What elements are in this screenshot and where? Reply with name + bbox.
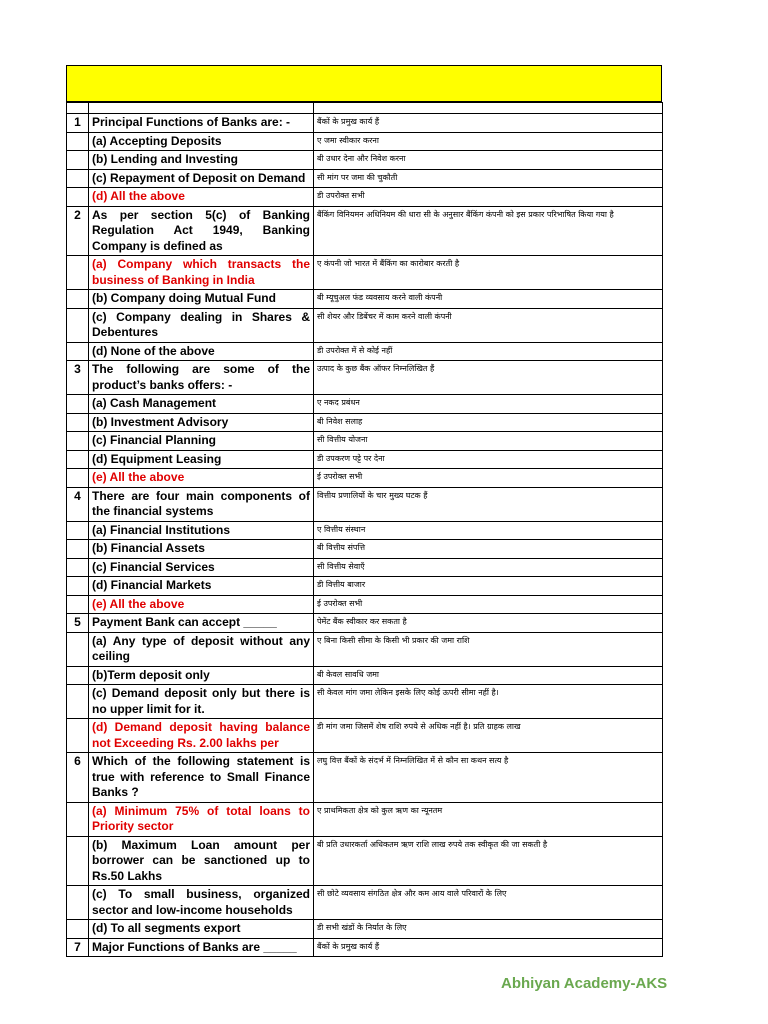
question-row [67, 361, 663, 395]
option-text-hindi: सी शेयर और डिबेंचर में काम करने वाली कंपनी [314, 308, 663, 342]
option-text-hindi: सी वित्तीय योजना [314, 432, 663, 451]
question-number [67, 342, 89, 361]
option-text-english: (d) None of the above [89, 342, 314, 361]
option-text-english: (b) Investment Advisory [89, 413, 314, 432]
option-text-hindi: बी निवेश सलाह [314, 413, 663, 432]
option-row [67, 432, 663, 451]
option-text-english: (a) Cash Management [89, 395, 314, 414]
option-text-hindi: डी उपरोक्त में से कोई नहीं [314, 342, 663, 361]
option-text-english: (b) Maximum Loan amount per borrower can be sanctioned up to Rs.50 Lakhs [89, 836, 314, 886]
option-row [67, 169, 663, 188]
question-number [67, 469, 89, 488]
question-row [67, 206, 663, 256]
option-text-english: (a) Accepting Deposits [89, 132, 314, 151]
option-text-hindi: ए कंपनी जो भारत में बैंकिंग का कारोबार करती है [314, 256, 663, 290]
question-number [67, 521, 89, 540]
option-text-hindi: ए जमा स्वीकार करना [314, 132, 663, 151]
option-text-hindi: बी उधार देना और निवेश करना [314, 151, 663, 170]
option-text-english: (b) Lending and Investing [89, 151, 314, 170]
question-sheet [66, 65, 662, 957]
question-text-hindi: पेमेंट बैंक स्वीकार कर सकता है [314, 614, 663, 633]
option-text-english: (a) Financial Institutions [89, 521, 314, 540]
question-text-hindi: उत्पाद के कुछ बैंक ऑफर निम्नलिखित हैं [314, 361, 663, 395]
option-row [67, 151, 663, 170]
question-text-hindi: लघु वित्त बैंकों के संदर्भ में निम्नलिखित में से कौन सा कथन सत्य है [314, 753, 663, 803]
question-number [67, 577, 89, 596]
option-text-hindi: ए वित्तीय संस्थान [314, 521, 663, 540]
option-text-hindi: सी मांग पर जमा की चुकौती [314, 169, 663, 188]
option-text-english: (a) Company which transacts the business of Banking in India [89, 256, 314, 290]
question-number [67, 169, 89, 188]
question-number: 5 [67, 614, 89, 633]
option-text-hindi: डी वित्तीय बाजार [314, 577, 663, 596]
option-row [67, 290, 663, 309]
question-text-english: There are four main components of the financial systems [89, 487, 314, 521]
question-row [67, 114, 663, 133]
option-row [67, 450, 663, 469]
option-text-english: (e) All the above [89, 595, 314, 614]
question-number [67, 632, 89, 666]
option-row [67, 132, 663, 151]
question-number [67, 886, 89, 920]
option-row [67, 685, 663, 719]
question-text-english: Which of the following statement is true with reference to Small Finance Banks ? [89, 753, 314, 803]
option-text-hindi: डी उपरोक्त सभी [314, 188, 663, 207]
option-text-english: (c) Financial Planning [89, 432, 314, 451]
option-text-hindi: डी उपकरण पट्टे पर देना [314, 450, 663, 469]
option-text-hindi: ई उपरोक्त सभी [314, 469, 663, 488]
option-text-english: (e) All the above [89, 469, 314, 488]
question-number [67, 802, 89, 836]
question-number [67, 290, 89, 309]
question-number [67, 666, 89, 685]
question-number [67, 450, 89, 469]
option-text-english: (c) Company dealing in Shares & Debentures [89, 308, 314, 342]
option-text-english: (c) Financial Services [89, 558, 314, 577]
question-number [67, 395, 89, 414]
question-text-english: The following are some of the product’s banks offers: - [89, 361, 314, 395]
question-text-english: Payment Bank can accept _____ [89, 614, 314, 633]
question-number [67, 719, 89, 753]
option-text-english: (d) Financial Markets [89, 577, 314, 596]
option-text-hindi: डी सभी खंडों के निर्यात के लिए [314, 920, 663, 939]
option-text-english: (b)Term deposit only [89, 666, 314, 685]
question-row [67, 753, 663, 803]
question-number [67, 540, 89, 559]
question-text-english: Principal Functions of Banks are: - [89, 114, 314, 133]
option-row [67, 469, 663, 488]
question-number [67, 151, 89, 170]
footer-brand: Abhiyan Academy-AKS [501, 975, 668, 992]
option-row [67, 719, 663, 753]
question-number [67, 920, 89, 939]
question-row [67, 938, 663, 957]
question-number: 2 [67, 206, 89, 256]
question-number [67, 558, 89, 577]
question-number: 3 [67, 361, 89, 395]
option-row [67, 886, 663, 920]
question-text-hindi: वित्तीय प्रणालियों के चार मुख्य घटक हैं [314, 487, 663, 521]
option-row [67, 395, 663, 414]
option-row [67, 632, 663, 666]
question-number: 7 [67, 938, 89, 957]
option-row [67, 342, 663, 361]
question-row [67, 614, 663, 633]
option-row [67, 413, 663, 432]
option-text-english: (d) All the above [89, 188, 314, 207]
question-row [67, 487, 663, 521]
option-text-english: (d) Demand deposit having balance not Exceeding Rs. 2.00 lakhs per [89, 719, 314, 753]
question-text-hindi: बैंकों के प्रमुख कार्य हैं [314, 114, 663, 133]
option-row [67, 308, 663, 342]
question-number [67, 413, 89, 432]
question-text-english: As per section 5(c) of Banking Regulation Act 1949, Banking Company is defined as [89, 206, 314, 256]
spacer-row [67, 103, 663, 114]
option-row [67, 920, 663, 939]
option-text-hindi: सी वित्तीय सेवाएँ [314, 558, 663, 577]
option-text-english: (b) Financial Assets [89, 540, 314, 559]
question-number: 6 [67, 753, 89, 803]
option-text-english: (d) To all segments export [89, 920, 314, 939]
question-number: 1 [67, 114, 89, 133]
question-number [67, 132, 89, 151]
question-text-english: Major Functions of Banks are _____ [89, 938, 314, 957]
option-text-hindi: ई उपरोक्त सभी [314, 595, 663, 614]
option-row [67, 595, 663, 614]
option-text-hindi: बी केवल सावधि जमा [314, 666, 663, 685]
question-number [67, 836, 89, 886]
question-number [67, 685, 89, 719]
option-row [67, 802, 663, 836]
option-text-hindi: बी म्यूचुअल फंड व्यवसाय करने वाली कंपनी [314, 290, 663, 309]
question-text-hindi: बैंकिंग विनियमन अधिनियम की धारा सी के अनुसार बैंकिंग कंपनी को इस प्रकार परिभाषित किया गया है [314, 206, 663, 256]
header-banner [66, 65, 662, 102]
option-text-english: (b) Company doing Mutual Fund [89, 290, 314, 309]
option-row [67, 256, 663, 290]
option-text-hindi: ए बिना किसी सीमा के किसी भी प्रकार की जमा राशि [314, 632, 663, 666]
option-row [67, 666, 663, 685]
option-text-english: (c) To small business, organized sector and low-income households [89, 886, 314, 920]
question-text-hindi: बैंकों के प्रमुख कार्य हैं [314, 938, 663, 957]
question-number [67, 432, 89, 451]
option-row [67, 558, 663, 577]
option-text-hindi: बी वित्तीय संपत्ति [314, 540, 663, 559]
option-row [67, 540, 663, 559]
option-text-hindi: ए नकद प्रबंधन [314, 395, 663, 414]
option-text-hindi: ए प्राथमिकता क्षेत्र को कुल ऋण का न्यूनतम [314, 802, 663, 836]
question-number [67, 308, 89, 342]
option-row [67, 577, 663, 596]
question-number: 4 [67, 487, 89, 521]
option-text-english: (a) Minimum 75% of total loans to Priority sector [89, 802, 314, 836]
option-text-english: (c) Repayment of Deposit on Demand [89, 169, 314, 188]
option-text-hindi: डी मांग जमा जिसमें शेष राशि रुपये से अधिक नहीं है। प्रति ग्राहक लाख [314, 719, 663, 753]
question-number [67, 595, 89, 614]
option-row [67, 521, 663, 540]
option-text-english: (c) Demand deposit only but there is no upper limit for it. [89, 685, 314, 719]
option-row [67, 188, 663, 207]
option-text-hindi: सी छोटे व्यवसाय संगठित क्षेत्र और कम आय वाले परिवारों के लिए [314, 886, 663, 920]
question-number [67, 256, 89, 290]
option-text-english: (d) Equipment Leasing [89, 450, 314, 469]
question-number [67, 188, 89, 207]
option-row [67, 836, 663, 886]
option-text-english: (a) Any type of deposit without any ceiling [89, 632, 314, 666]
option-text-hindi: बी प्रति उधारकर्ता अधिकतम ऋण राशि लाख रुपये तक स्वीकृत की जा सकती है [314, 836, 663, 886]
question-table [66, 102, 663, 957]
option-text-hindi: सी केवल मांग जमा लेकिन इसके लिए कोई ऊपरी सीमा नहीं है। [314, 685, 663, 719]
